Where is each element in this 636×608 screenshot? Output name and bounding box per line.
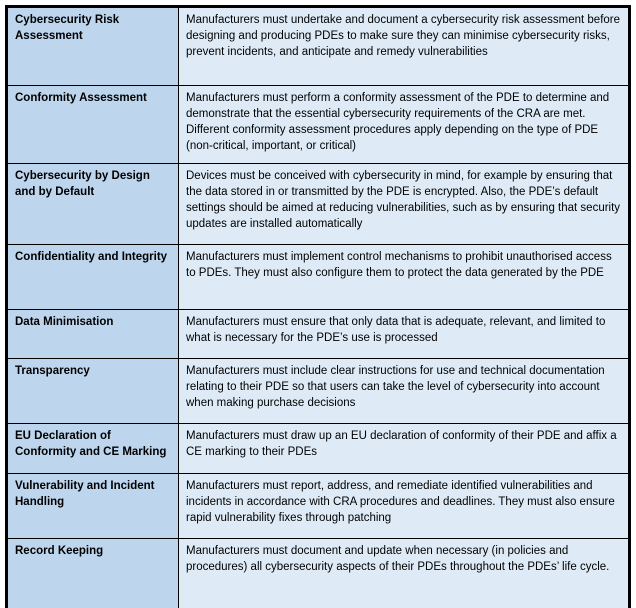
description-cell: Manufacturers must implement control mechanisms to prohibit unauthorised access to PDEs. They must also configure them to protect the data generated by the PDE (179, 245, 630, 310)
requirements-table (5, 5, 631, 608)
table-row (7, 86, 630, 164)
description-cell: Manufacturers must draw up an EU declaration of conformity of their PDE and affix a CE marking to their PDEs (179, 424, 630, 474)
table-row (7, 7, 630, 86)
description-cell: Manufacturers must perform a conformity assessment of the PDE to determine and demonstrate that the essential cybersecurity requirements of the CRA are met. Different conformity assessment procedures apply depending on the type of PDE (non-critical, important, or critical) (179, 86, 630, 164)
table-row (7, 474, 630, 539)
term-cell: Transparency (7, 359, 179, 424)
term-cell: Vulnerability and Incident Handling (7, 474, 179, 539)
term-cell: Data Minimisation (7, 310, 179, 359)
term-cell: Record Keeping (7, 539, 179, 608)
description-cell: Manufacturers must include clear instructions for use and technical documentation relating to their PDE so that users can take the level of cybersecurity into account when making purchase decisions (179, 359, 630, 424)
term-cell: Cybersecurity by Design and by Default (7, 164, 179, 245)
table-row (7, 539, 630, 608)
term-cell: Conformity Assessment (7, 86, 179, 164)
table-row (7, 424, 630, 474)
description-cell: Manufacturers must document and update when necessary (in policies and procedures) all cybersecurity aspects of their PDEs throughout the PDEs’ life cycle. (179, 539, 630, 608)
table-row (7, 245, 630, 310)
term-cell: Confidentiality and Integrity (7, 245, 179, 310)
term-cell: Cybersecurity Risk Assessment (7, 7, 179, 86)
description-cell: Devices must be conceived with cybersecurity in mind, for example by ensuring that the data stored in or transmitted by the PDE is encrypted. Also, the PDE’s default settings should be aimed at reducing vulnerabilities, such as by ensuring that security updates are installed automatically (179, 164, 630, 245)
description-cell: Manufacturers must ensure that only data that is adequate, relevant, and limited to what is necessary for the PDE’s use is processed (179, 310, 630, 359)
description-cell: Manufacturers must report, address, and remediate identified vulnerabilities and incidents in accordance with CRA procedures and deadlines. They must also ensure rapid vulnerability fixes through patching (179, 474, 630, 539)
description-cell: Manufacturers must undertake and document a cybersecurity risk assessment before designing and producing PDEs to make sure they can minimise cybersecurity risks, prevent incidents, and anticipate and remedy vulnerabilities (179, 7, 630, 86)
table-row (7, 310, 630, 359)
table-row (7, 164, 630, 245)
table-row (7, 359, 630, 424)
term-cell: EU Declaration of Conformity and CE Marking (7, 424, 179, 474)
